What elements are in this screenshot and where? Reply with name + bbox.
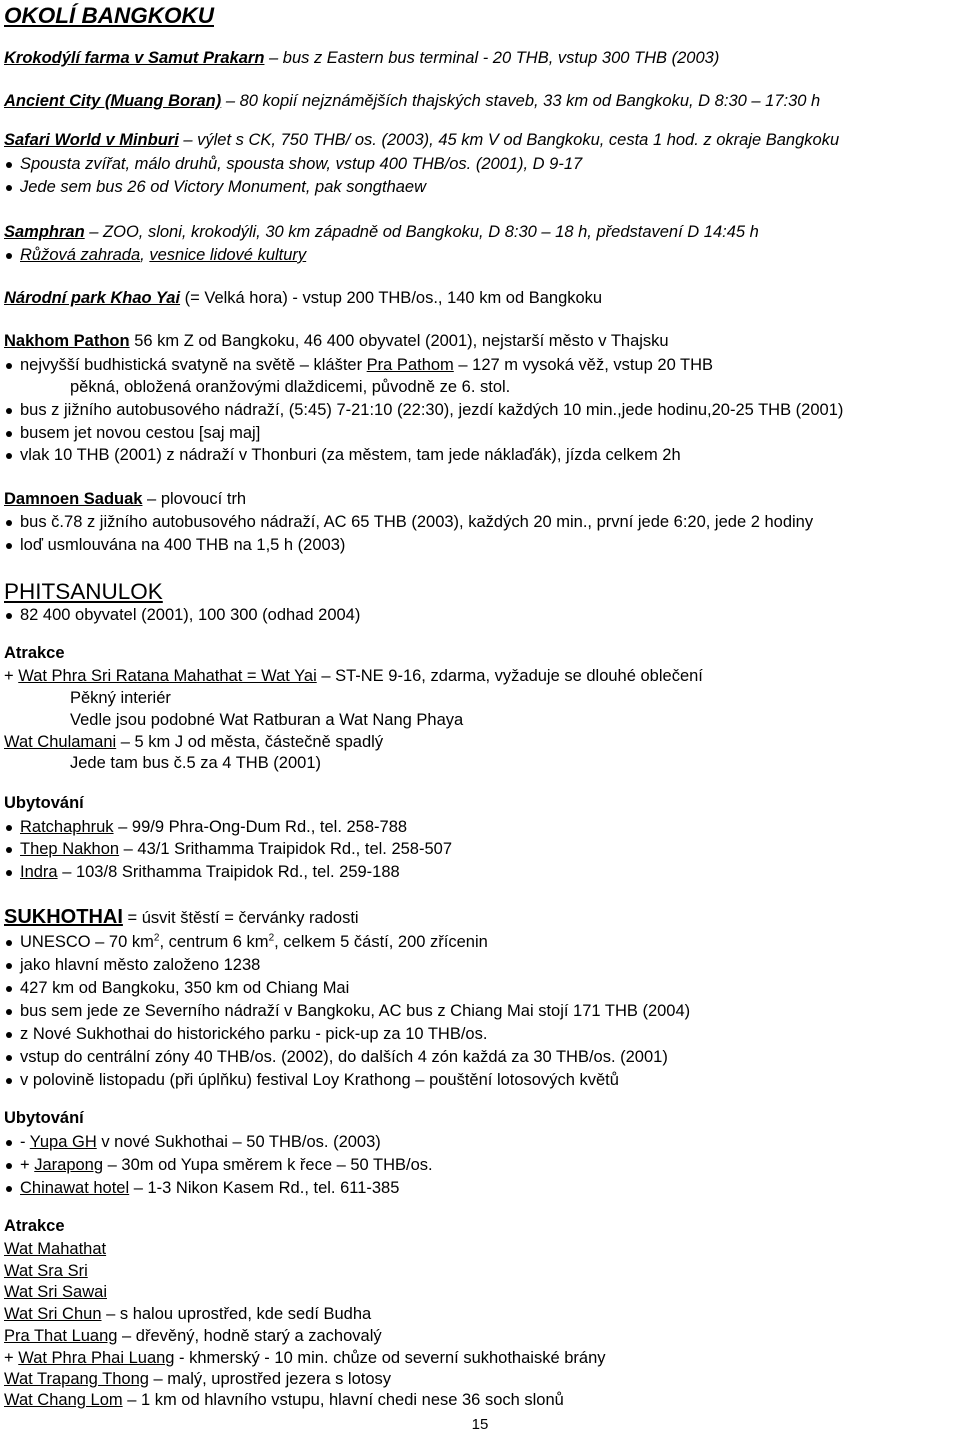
attraction-wat-chulamani: [4, 732, 954, 753]
entry-title[interactable]: Nakhom Pathon: [4, 332, 130, 350]
separator: ,: [140, 246, 150, 264]
entry-text: – bus z Eastern bus terminal - 20 THB, vstup 300 THB (2003): [264, 49, 720, 67]
list-item: vlak 10 THB (2001) z nádraží v Thonburi (za městem, tam jede náklaďák), jízda celkem 2h: [4, 445, 954, 466]
attraction-text: – 1 km od hlavního vstupu, hlavní chedi nese 36 soch slonů: [122, 1391, 564, 1409]
list-item: busem jet novou cestou [saj maj]: [4, 423, 954, 444]
link-pra-pathom[interactable]: Pra Pathom: [366, 356, 454, 374]
attraction-item: [4, 1261, 954, 1282]
attraction-note: Vedle jsou podobné Wat Ratburan a Wat Nang Phaya: [70, 711, 464, 729]
list-item: [4, 355, 954, 376]
attraction-link[interactable]: Wat Phra Sri Ratana Mahathat = Wat Yai: [18, 667, 317, 685]
entry-krokodyli: [4, 48, 954, 69]
attraction-link[interactable]: Wat Sri Sawai: [4, 1283, 107, 1301]
attraction-text: – ST-NE 9-16, zdarma, vyžaduje se dlouhé oblečení: [316, 667, 703, 685]
superscript: 2: [153, 932, 160, 944]
attraction-wat-yai: [4, 666, 954, 687]
attraction-text: - khmerský - 10 min. chůze od severní sukhothaiské brány: [174, 1349, 606, 1367]
attraction-link[interactable]: Wat Sra Sri: [4, 1262, 88, 1280]
hotel-link[interactable]: Chinawat hotel: [20, 1179, 130, 1197]
list-item: bus č.78 z jižního autobusového nádraží, AC 65 THB (2003), každých 20 min., první jede 6:20, jede 2 hodiny: [4, 512, 954, 533]
attraction-item: [4, 1282, 954, 1303]
hotel-link[interactable]: Yupa GH: [29, 1133, 97, 1151]
hotel-text: – 99/9 Phra-Ong-Dum Rd., tel. 258-788: [113, 818, 408, 836]
attraction-link[interactable]: Wat Phra Phai Luang: [18, 1349, 175, 1367]
prefix: +: [4, 667, 19, 685]
attraction-item: [4, 1390, 954, 1411]
prefix: +: [4, 1349, 19, 1367]
entry-ancient-city: [4, 91, 954, 112]
list-item: [4, 839, 954, 860]
attraction-text: – s halou uprostřed, kde sedí Budha: [101, 1305, 372, 1323]
list-item: 82 400 obyvatel (2001), 100 300 (odhad 2004): [4, 605, 954, 626]
list-item: [4, 1132, 954, 1153]
entry-samphran: [4, 222, 954, 243]
hotel-text: – 103/8 Srithamma Traipidok Rd., tel. 259-188: [57, 863, 400, 881]
attraction-item: [4, 1348, 954, 1369]
attraction-note: Jede tam bus č.5 za 4 THB (2001): [70, 754, 321, 772]
subheading-ubytovani: Ubytování: [4, 794, 84, 812]
attraction-link[interactable]: Wat Chulamani: [4, 733, 117, 751]
hotel-link[interactable]: Ratchaphruk: [20, 818, 114, 836]
section-title-phitsanulok: PHITSANULOK: [4, 579, 163, 604]
section-subtitle: = úsvit štěstí = červánky radosti: [122, 909, 359, 927]
attraction-link[interactable]: Wat Chang Lom: [4, 1391, 123, 1409]
subheading-ubytovani: Ubytování: [4, 1109, 84, 1127]
entry-title[interactable]: Národní park Khao Yai: [4, 289, 181, 307]
entry-safari-world: [4, 130, 954, 151]
hotel-link[interactable]: Jarapong: [34, 1156, 104, 1174]
entry-title[interactable]: Damnoen Saduak: [4, 490, 143, 508]
section-header-sukhothai: [4, 904, 954, 930]
entry-text: – ZOO, sloni, krokodýli, 30 km západně od Bangkoku, D 8:30 – 18 h, představení D 14:45 h: [84, 223, 759, 241]
link-village[interactable]: vesnice lidové kultury: [149, 246, 307, 264]
entry-text: – plovoucí trh: [142, 490, 247, 508]
superscript: 2: [268, 932, 275, 944]
entry-text: (= Velká hora) - vstup 200 THB/os., 140 km od Bangkoku: [180, 289, 603, 307]
attraction-link[interactable]: Wat Mahathat: [4, 1240, 107, 1258]
section-title-sukhothai: SUKHOTHAI: [4, 906, 123, 928]
attraction-text: – dřevěný, hodně starý a zachovalý: [117, 1327, 382, 1345]
list-item: z Nové Sukhothai do historického parku - pick-up za 10 THB/os.: [4, 1024, 954, 1045]
entry-khao-yai: [4, 288, 954, 309]
section-title-bangkok: OKOLÍ BANGKOKU: [4, 3, 214, 28]
page-number: 15: [471, 1416, 489, 1433]
hotel-text: – 1-3 Nikon Kasem Rd., tel. 611-385: [129, 1179, 400, 1197]
hotel-link[interactable]: Thep Nakhon: [20, 840, 120, 858]
list-item: 427 km od Bangkoku, 350 km od Chiang Mai: [4, 978, 954, 999]
list-item: Spousta zvířat, málo druhů, spousta show, vstup 400 THB/os. (2001), D 9-17: [4, 154, 954, 175]
list-item: bus sem jede ze Severního nádraží v Bangkoku, AC bus z Chiang Mai stojí 171 THB (2004): [4, 1001, 954, 1022]
attraction-link[interactable]: Wat Sri Chun: [4, 1305, 102, 1323]
list-item: jako hlavní město založeno 1238: [4, 955, 954, 976]
list-item: v polovině listopadu (při úplňku) festival Loy Krathong – pouštění lotosových květů: [4, 1070, 954, 1091]
attraction-item: [4, 1304, 954, 1325]
list-item: [4, 1155, 954, 1176]
item-text: , celkem 5 částí, 200 zřícenin: [274, 933, 488, 951]
entry-nakhom-pathon: [4, 331, 954, 352]
hotel-text: – 30m od Yupa směrem k řece – 50 THB/os.: [103, 1156, 433, 1174]
attraction-link[interactable]: Pra That Luang: [4, 1327, 118, 1345]
list-item: vstup do centrální zóny 40 THB/os. (2002), do dalších 4 zón každá za 30 THB/os. (2001): [4, 1047, 954, 1068]
list-item: [4, 862, 954, 883]
prefix: -: [20, 1133, 30, 1151]
entry-text: 56 km Z od Bangkoku, 46 400 obyvatel (2001), nejstarší město v Thajsku: [129, 332, 669, 350]
hotel-link[interactable]: Indra: [20, 863, 58, 881]
item-text: , centrum 6 km: [159, 933, 269, 951]
hotel-text: v nové Sukhothai – 50 THB/os. (2003): [96, 1133, 381, 1151]
list-item: bus z jižního autobusového nádraží, (5:45) 7-21:10 (22:30), jezdí každých 10 min.,jede hodinu,20-25 THB (2001): [4, 400, 954, 421]
prefix: +: [20, 1156, 35, 1174]
subheading-atrakce: Atrakce: [4, 644, 65, 662]
subheading-atrakce: Atrakce: [4, 1217, 65, 1235]
link-rose-garden[interactable]: Růžová zahrada: [20, 246, 141, 264]
list-item: loď usmlouvána na 400 THB na 1,5 h (2003): [4, 535, 954, 556]
entry-title[interactable]: Samphran: [4, 223, 85, 241]
list-item: [4, 1178, 954, 1199]
list-item: Jede sem bus 26 od Victory Monument, pak songthaew: [4, 177, 954, 198]
attraction-item: [4, 1326, 954, 1347]
entry-title[interactable]: Krokodýlí farma v Samut Prakarn: [4, 49, 265, 67]
item-text: nejvyšší budhistická svatyně na světě – klášter: [20, 356, 367, 374]
item-text: – 127 m vysoká věž, vstup 20 THB: [453, 356, 714, 374]
item-text: UNESCO – 70 km: [20, 933, 154, 951]
entry-damnoen-saduak: [4, 489, 954, 510]
entry-text: – výlet s CK, 750 THB/ os. (2003), 45 km V od Bangkoku, cesta 1 hod. z okraje Bangkoku: [178, 131, 840, 149]
list-item: [4, 817, 954, 838]
hotel-text: – 43/1 Srithamma Traipidok Rd., tel. 258-507: [119, 840, 453, 858]
entry-title[interactable]: Safari World v Minburi: [4, 131, 179, 149]
attraction-link[interactable]: Wat Trapang Thong: [4, 1370, 149, 1388]
entry-title[interactable]: Ancient City (Muang Boran): [4, 92, 222, 110]
list-item: [4, 245, 954, 266]
attraction-note: Pěkný interiér: [70, 689, 171, 707]
entry-text: – 80 kopií nejznámějších thajských staveb, 33 km od Bangkoku, D 8:30 – 17:30 h: [221, 92, 821, 110]
attraction-item: [4, 1369, 954, 1390]
attraction-item: [4, 1239, 954, 1260]
attraction-text: – 5 km J od města, částečně spadlý: [116, 733, 384, 751]
attraction-text: – malý, uprostřed jezera s lotosy: [148, 1370, 392, 1388]
list-item-continued: pěkná, obložená oranžovými dlaždicemi, původně ze 6. stol.: [70, 378, 511, 396]
list-item: [4, 932, 954, 953]
